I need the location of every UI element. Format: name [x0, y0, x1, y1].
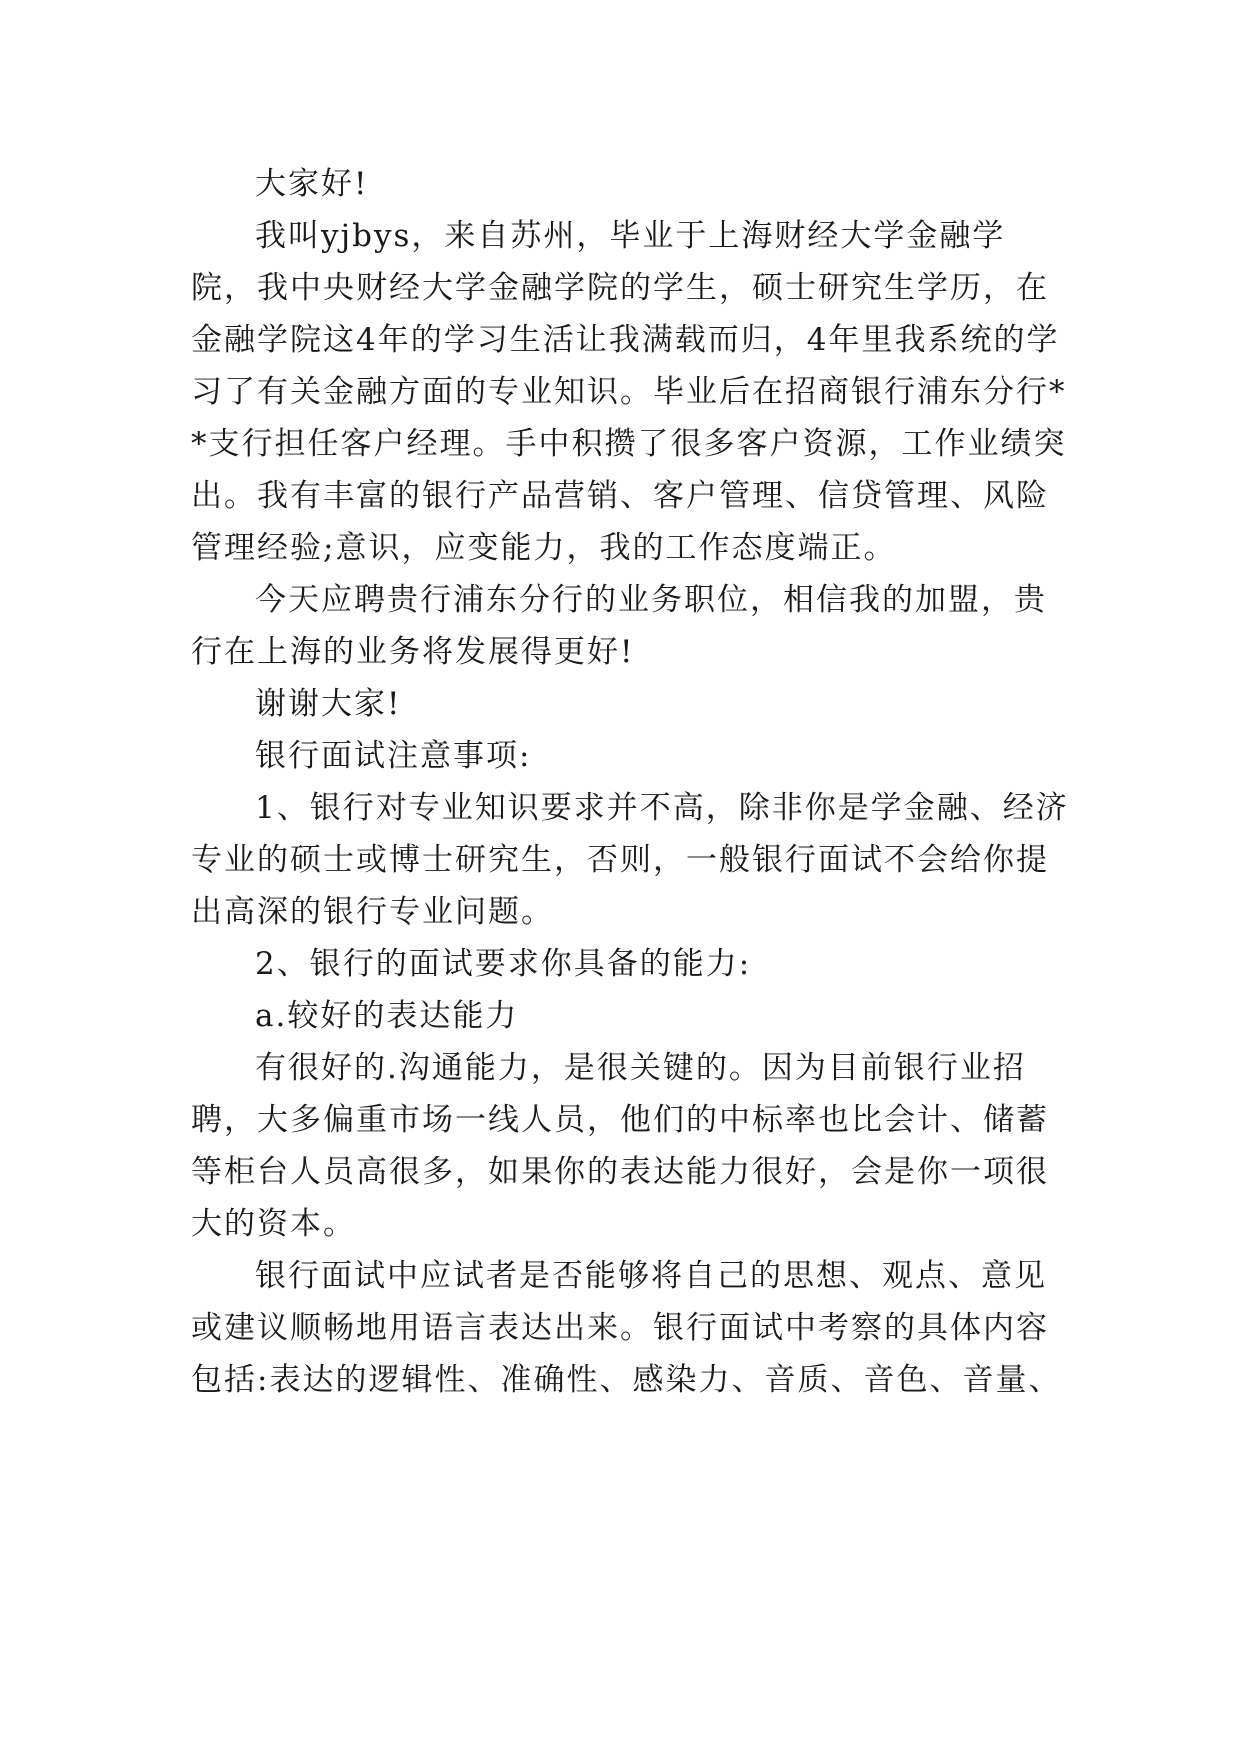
paragraph-notes-heading: 银行面试注意事项: [255, 738, 532, 774]
document-body [191, 158, 1071, 1406]
paragraph-greeting: 大家好! [255, 166, 369, 202]
paragraph-thanks: 谢谢大家! [255, 686, 402, 722]
paragraph-note-2a: a.较好的表达能力 [255, 998, 519, 1034]
paragraph-self-introduction: 我叫yjbys，来自苏州，毕业于上海财经大学金融学院，我中央财经大学金融学院的学生，硕士研究生学历，在金融学院这4年的学习生活让我满载而归，4年里我系统的学习了有关金融方面的专业知识。毕业后在招商银行浦东分行**支行担任客户经理。手中积攒了很多客户资源，工作业绩突出。我有丰富的银行产品营销、客户管理、信贷管理、风险管理经验;意识，应变能力，我的工作态度端正。 [191, 218, 1067, 566]
paragraph-expression: 银行面试中应试者是否能够将自己的思想、观点、意见或建议顺畅地用语言表达出来。银行面试中考察的具体内容包括:表达的逻辑性、准确性、感染力、音质、音色、音量、 [191, 1258, 1062, 1398]
paragraph-communication: 有很好的.沟通能力，是很关键的。因为目前银行业招聘，大多偏重市场一线人员，他们的中标率也比会计、储蓄等柜台人员高很多，如果你的表达能力很好，会是你一项很大的资本。 [191, 1050, 1049, 1242]
paragraph-application: 今天应聘贵行浦东分行的业务职位，相信我的加盟，贵行在上海的业务将发展得更好! [191, 582, 1047, 670]
paragraph-note-2: 2、银行的面试要求你具备的能力: [255, 946, 752, 982]
paragraph-note-1: 1、银行对专业知识要求并不高，除非你是学金融、经济专业的硕士或博士研究生，否则，一般银行面试不会给你提出高深的银行专业问题。 [191, 790, 1069, 930]
